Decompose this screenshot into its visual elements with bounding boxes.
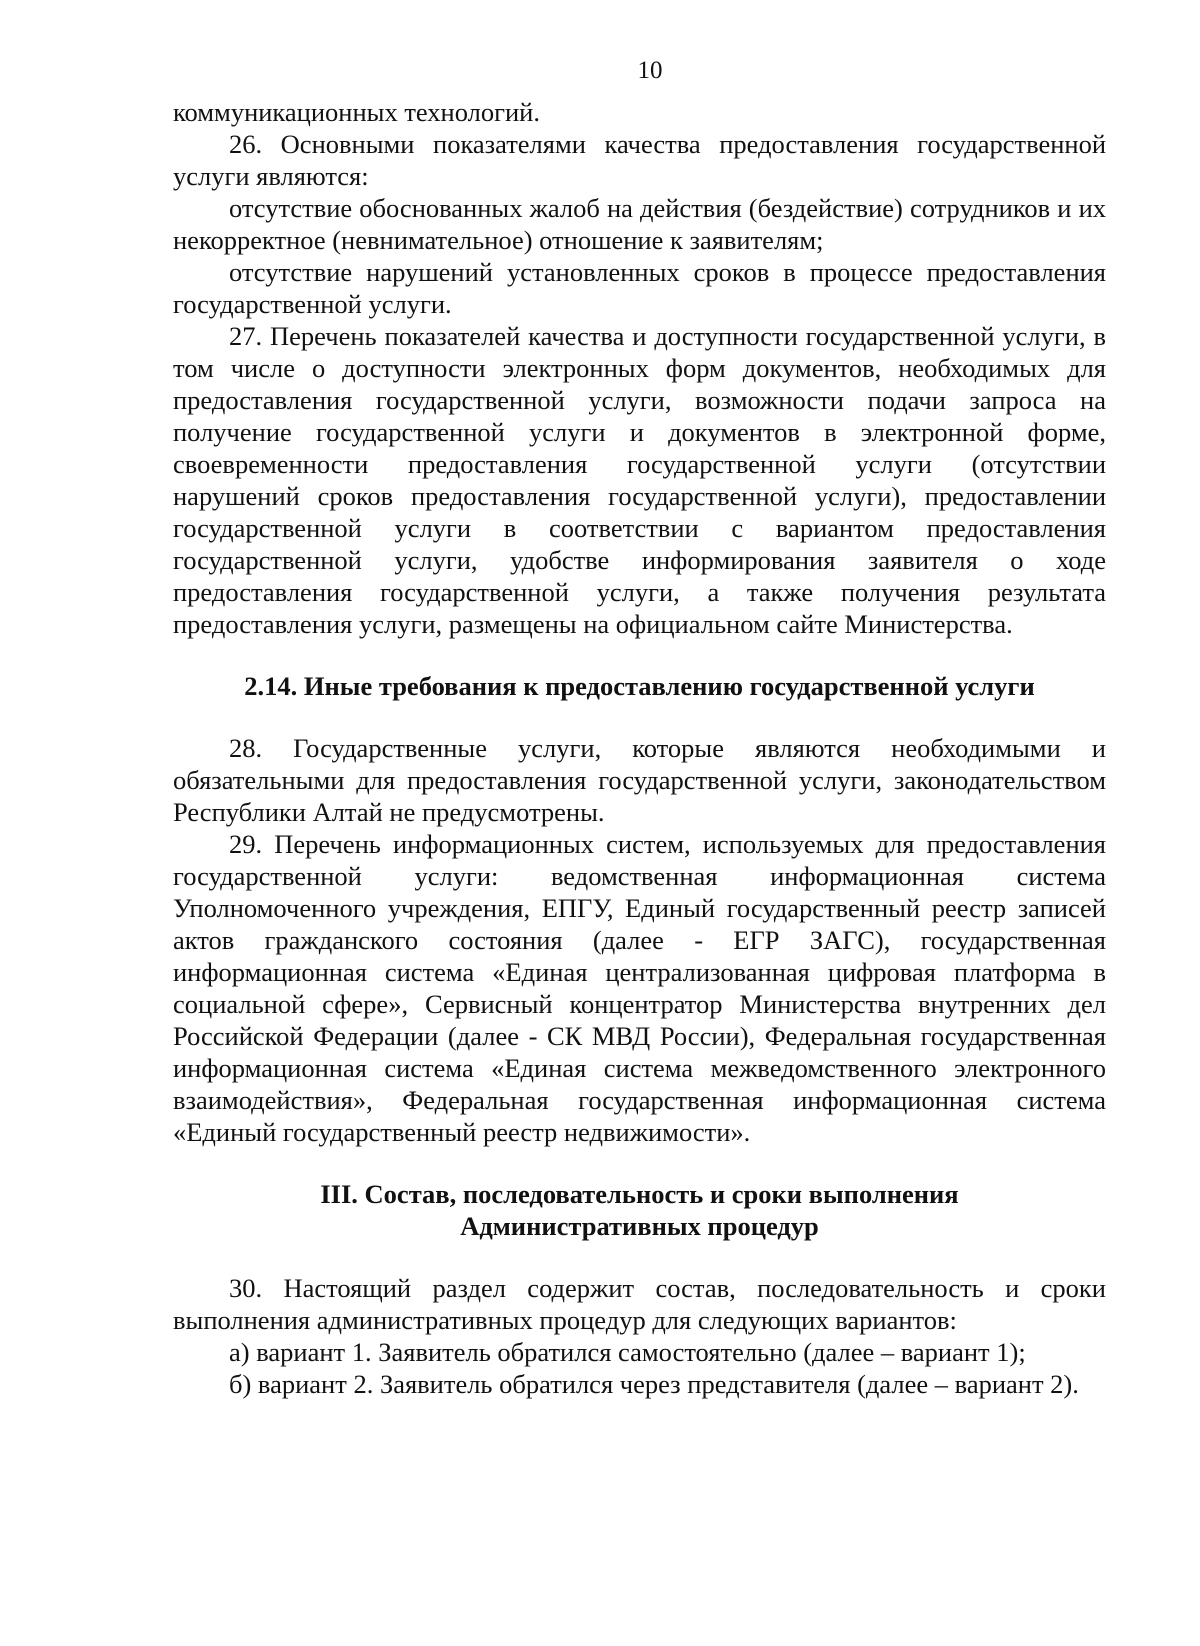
section-2-14-heading: 2.14. Иные требования к предоставлению государственной услуги — [244, 671, 1035, 701]
section-3 — [173, 1178, 1106, 1242]
section-2-14-body — [173, 732, 1106, 1148]
paragraph-26-item-1: отсутствие обоснованных жалоб на действия (бездействие) сотрудников и их некорректное (невнимательное) отношение к заявителям; — [173, 193, 1106, 255]
document-body — [173, 96, 1106, 1400]
section-2-14 — [173, 670, 1106, 702]
paragraph-29: 29. Перечень информационных систем, используемых для предоставления государственной услуги: ведомственная информационная система Уполномоченного учреждения, ЕПГУ, Единый государственный реестр записей актов гражданского состояния (далее - ЕГР ЗАГС), государственная информационная система «Единая централизованная цифровая платформа в социальной сфере», Сервисный концентратор Министерства внутренних дел Российской Федерации (далее - СК МВД России), Федеральная государственная информационная система «Единая система межведомственного электронного взаимодействия», Федеральная государственная информационная система «Единый государственный реестр недвижимости». — [173, 829, 1106, 1147]
paragraph-26: 26. Основными показателями качества предоставления государственной услуги являются: — [173, 129, 1106, 191]
paragraph-30: 30. Настоящий раздел содержит состав, последовательность и сроки выполнения административных процедур для следующих вариантов: — [173, 1273, 1106, 1335]
paragraph-28: 28. Государственные услуги, которые являются необходимыми и обязательными для предоставления государственной услуги, законодательством Республики Алтай не предусмотрены. — [173, 733, 1106, 827]
section-3-body — [173, 1272, 1106, 1400]
paragraph-27: 27. Перечень показателей качества и доступности государственной услуги, в том числе о доступности электронных форм документов, необходимых для предоставления государственной услуги, возможности подачи запроса на получение государственной услуги и документов в электронной форме, своевременности предоставления государственной услуги (отсутствии нарушений сроков предоставления государственной услуги), предоставлении государственной услуги в соответствии с вариантом предоставления государственной услуги, удобстве информирования заявителя о ходе предоставления государственной услуги, а также получения результата предоставления услуги, размещены на официальном сайте Министерства. — [173, 321, 1106, 639]
paragraph-continuation: коммуникационных технологий. — [173, 97, 540, 127]
page-number: 10 — [637, 57, 663, 84]
paragraph-26-item-2: отсутствие нарушений установленных сроков в процессе предоставления государственной услуги. — [173, 257, 1106, 319]
paragraph-30-variant-1: а) вариант 1. Заявитель обратился самостоятельно (далее – вариант 1); — [229, 1337, 1026, 1367]
section-3-heading-line2: Административных процедур — [460, 1211, 819, 1241]
paragraph-30-variant-2: б) вариант 2. Заявитель обратился через представителя (далее – вариант 2). — [229, 1369, 1079, 1399]
section-3-heading-line1: III. Состав, последовательность и сроки выполнения — [320, 1179, 959, 1209]
